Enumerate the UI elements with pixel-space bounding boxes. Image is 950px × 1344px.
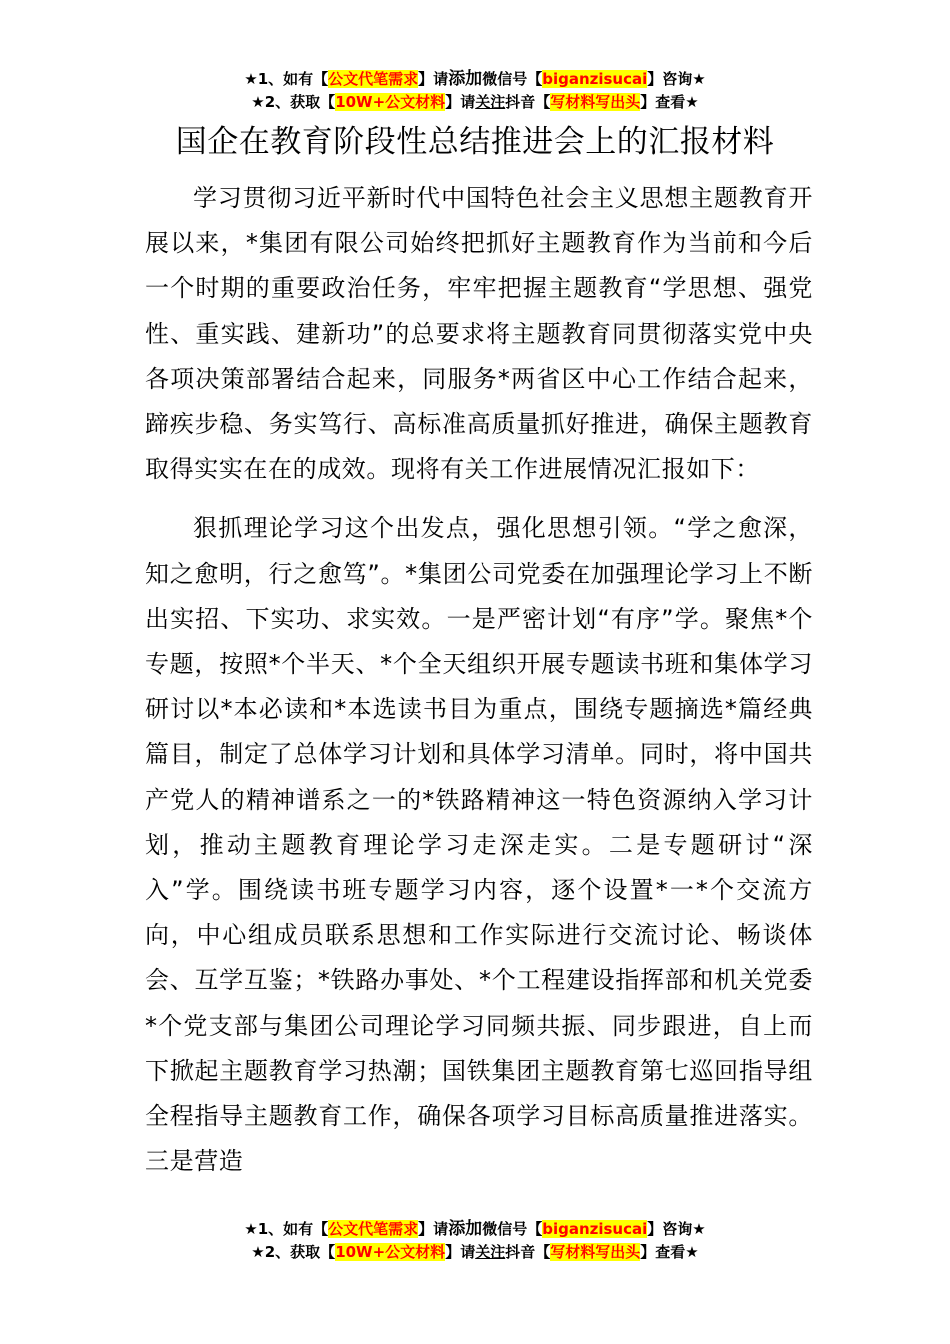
douyin-account-highlight: 写材料写出头 [550,93,641,111]
footer-banner [0,1218,950,1264]
banner-emphasis: 关注 [475,1243,506,1261]
banner-text: 抖音【 [505,93,551,111]
wechat-id-highlight: biganzisucai [542,70,648,88]
banner-line-2 [0,91,950,114]
banner-text: 】请 [418,1220,449,1238]
banner-text: 微信号【 [482,70,543,88]
banner-highlight: 10W+公文材料 [335,93,446,111]
document-title: 国企在教育阶段性总结推进会上的汇报材料 [175,124,775,160]
banner-text: ★1、如有【 [244,70,329,88]
banner-text: ★2、获取【 [251,93,336,111]
banner-highlight: 公文代笔需求 [328,1220,419,1238]
banner-text: 】请 [418,70,449,88]
banner-emphasis: 添加 [448,69,483,89]
banner-line-2 [0,1241,950,1264]
header-banner [0,68,950,114]
paragraph-intro: 学习贯彻习近平新时代中国特色社会主义思想主题教育开展以来，*集团有限公司始终把抓好主题教育作为当前和今后一个时期的重要政治任务，牢牢把握主题教育“学思想、强党性、重实践、建新功”的总要求将主题教育同贯彻落实党中央各项决策部署结合起来，同服务*两省区中心工作结合起来，蹄疾步稳、务实笃行、高标准高质量抓好推进，确保主题教育取得实实在在的成效。现将有关工作进展情况汇报如下： [145,184,813,484]
banner-text: 】咨询★ [647,1220,706,1238]
banner-line-1 [0,1218,950,1241]
document-body [145,176,813,1184]
wechat-id-highlight: biganzisucai [542,1220,648,1238]
banner-text: 微信号【 [482,1220,543,1238]
banner-highlight: 10W+公文材料 [335,1243,446,1261]
banner-emphasis: 添加 [448,1219,483,1239]
banner-text: 】查看★ [640,93,699,111]
banner-text: 】咨询★ [647,70,706,88]
banner-line-1 [0,68,950,91]
banner-text: 】请 [445,1243,476,1261]
douyin-account-highlight: 写材料写出头 [550,1243,641,1261]
banner-text: 】查看★ [640,1243,699,1261]
banner-text: ★1、如有【 [244,1220,329,1238]
banner-text: 】请 [445,93,476,111]
banner-text: ★2、获取【 [251,1243,336,1261]
paragraph-theory-study: 狠抓理论学习这个出发点，强化思想引领。“学之愈深，知之愈明，行之愈笃”。*集团公司党委在加强理论学习上不断出实招、下实功、求实效。一是严密计划“有序”学。聚焦*个专题，按照*个半天、*个全天组织开展专题读书班和集体学习研讨以*本必读和*本选读书目为重点，围绕专题摘选*篇经典篇目，制定了总体学习计划和具体学习清单。同时，将中国共产党人的精神谱系之一的*铁路精神这一特色资源纳入学习计划，推动主题教育理论学习走深走实。二是专题研讨“深入”学。围绕读书班专题学习内容，逐个设置*一*个交流方向，中心组成员联系思想和工作实际进行交流讨论、畅谈体会、互学互鉴；*铁路办事处、*个工程建设指挥部和机关党委*个党支部与集团公司理论学习同频共振、同步跟进，自上而下掀起主题教育学习热潮；国铁集团主题教育第七巡回指导组全程指导主题教育工作，确保各项学习目标高质量推进落实。三是营造 [145,514,813,1176]
banner-text: 抖音【 [505,1243,551,1261]
banner-emphasis: 关注 [475,93,506,111]
banner-highlight: 公文代笔需求 [328,70,419,88]
